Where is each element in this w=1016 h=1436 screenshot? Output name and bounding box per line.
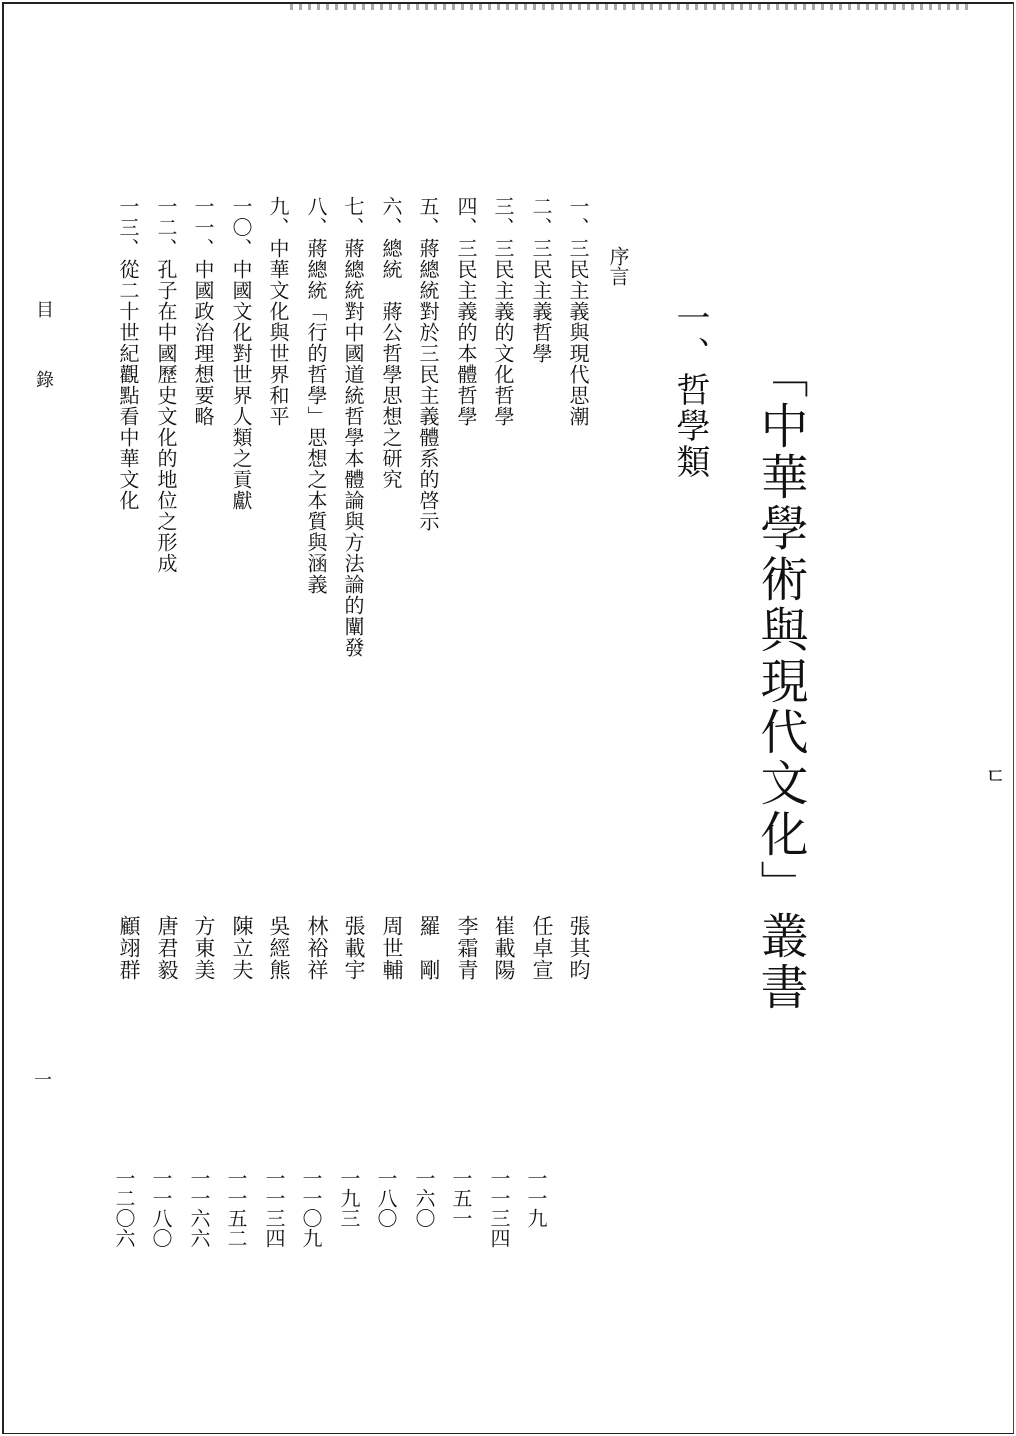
toc-entry-author: 林裕祥	[305, 915, 329, 981]
toc-entry-author: 任卓宣	[530, 915, 554, 981]
toc-entry-title: 一〇、中國文化對世界人類之貢獻	[229, 196, 253, 511]
toc-entry-author: 羅 剛	[417, 915, 441, 981]
toc-entry-title: 八、蔣總統「行的哲學」思想之本質與涵義	[304, 196, 328, 595]
fold-mark: ㄷ	[985, 765, 1007, 790]
toc-entry-title: 七、蔣總統對中國道統哲學本體論與方法論的闡發	[341, 196, 365, 658]
preface-label: 序言	[606, 246, 630, 286]
toc-entry-title: 一二、孔子在中國歷史文化的地位之形成	[154, 196, 178, 574]
toc-entry-page: 一一〇九	[299, 1168, 323, 1248]
toc-entry-author: 吳經熊	[267, 915, 291, 981]
category-heading: 一、哲學類	[670, 300, 710, 480]
scan-artifact	[290, 4, 970, 10]
footer-page-number: 一	[31, 1070, 52, 1088]
series-title: 「中華學術與現代文化」叢書	[752, 350, 808, 1013]
toc-entry-author: 顧翊群	[117, 915, 141, 981]
footer-mulu: 目	[33, 300, 54, 318]
toc-entry-page: 一一九	[524, 1168, 548, 1228]
toc-entry-title: 二、三民主義哲學	[529, 196, 553, 364]
toc-entry-author: 周世輔	[380, 915, 404, 981]
toc-entry-author: 方東美	[192, 915, 216, 981]
toc-entry-author: 陳立夫	[230, 915, 254, 981]
toc-entry-author: 崔載陽	[492, 915, 516, 981]
toc-entry-title: 九、中華文化與世界和平	[266, 196, 290, 427]
toc-entry-title: 一一、中國政治理想要略	[191, 196, 215, 427]
toc-entry-page: 一六〇	[412, 1168, 436, 1228]
toc-entry-page: 一一八〇	[149, 1168, 173, 1248]
toc-entry-page: 一二〇六	[112, 1168, 136, 1248]
toc-entry-title: 六、總統 蔣公哲學思想之研究	[379, 196, 403, 490]
toc-entry-page: 一五一	[449, 1168, 473, 1228]
toc-entry-title: 五、蔣總統對於三民主義體系的啓示	[416, 196, 440, 532]
toc-entry-page: 一九三	[337, 1168, 361, 1228]
toc-entry-author: 李霜青	[455, 915, 479, 981]
toc-entry-title: 一三、從二十世紀觀點看中華文化	[116, 196, 140, 511]
toc-entry-title: 四、三民主義的本體哲學	[454, 196, 478, 427]
toc-entry-page: 一一五二	[224, 1168, 248, 1248]
toc-entry-page: 一一三四	[487, 1168, 511, 1248]
toc-entry-author: 唐君毅	[155, 915, 179, 981]
toc-entry-title: 三、三民主義的文化哲學	[491, 196, 515, 427]
toc-entry-page: 一一六六	[187, 1168, 211, 1248]
toc-entry-author: 張其昀	[567, 915, 591, 981]
toc-entry-page: 一八〇	[374, 1168, 398, 1228]
footer-lu: 錄	[33, 370, 54, 388]
toc-entry-page: 一一三四	[262, 1168, 286, 1248]
toc-entry-title: 一、三民主義與現代思潮	[566, 196, 590, 427]
toc-entry-author: 張載宇	[342, 915, 366, 981]
